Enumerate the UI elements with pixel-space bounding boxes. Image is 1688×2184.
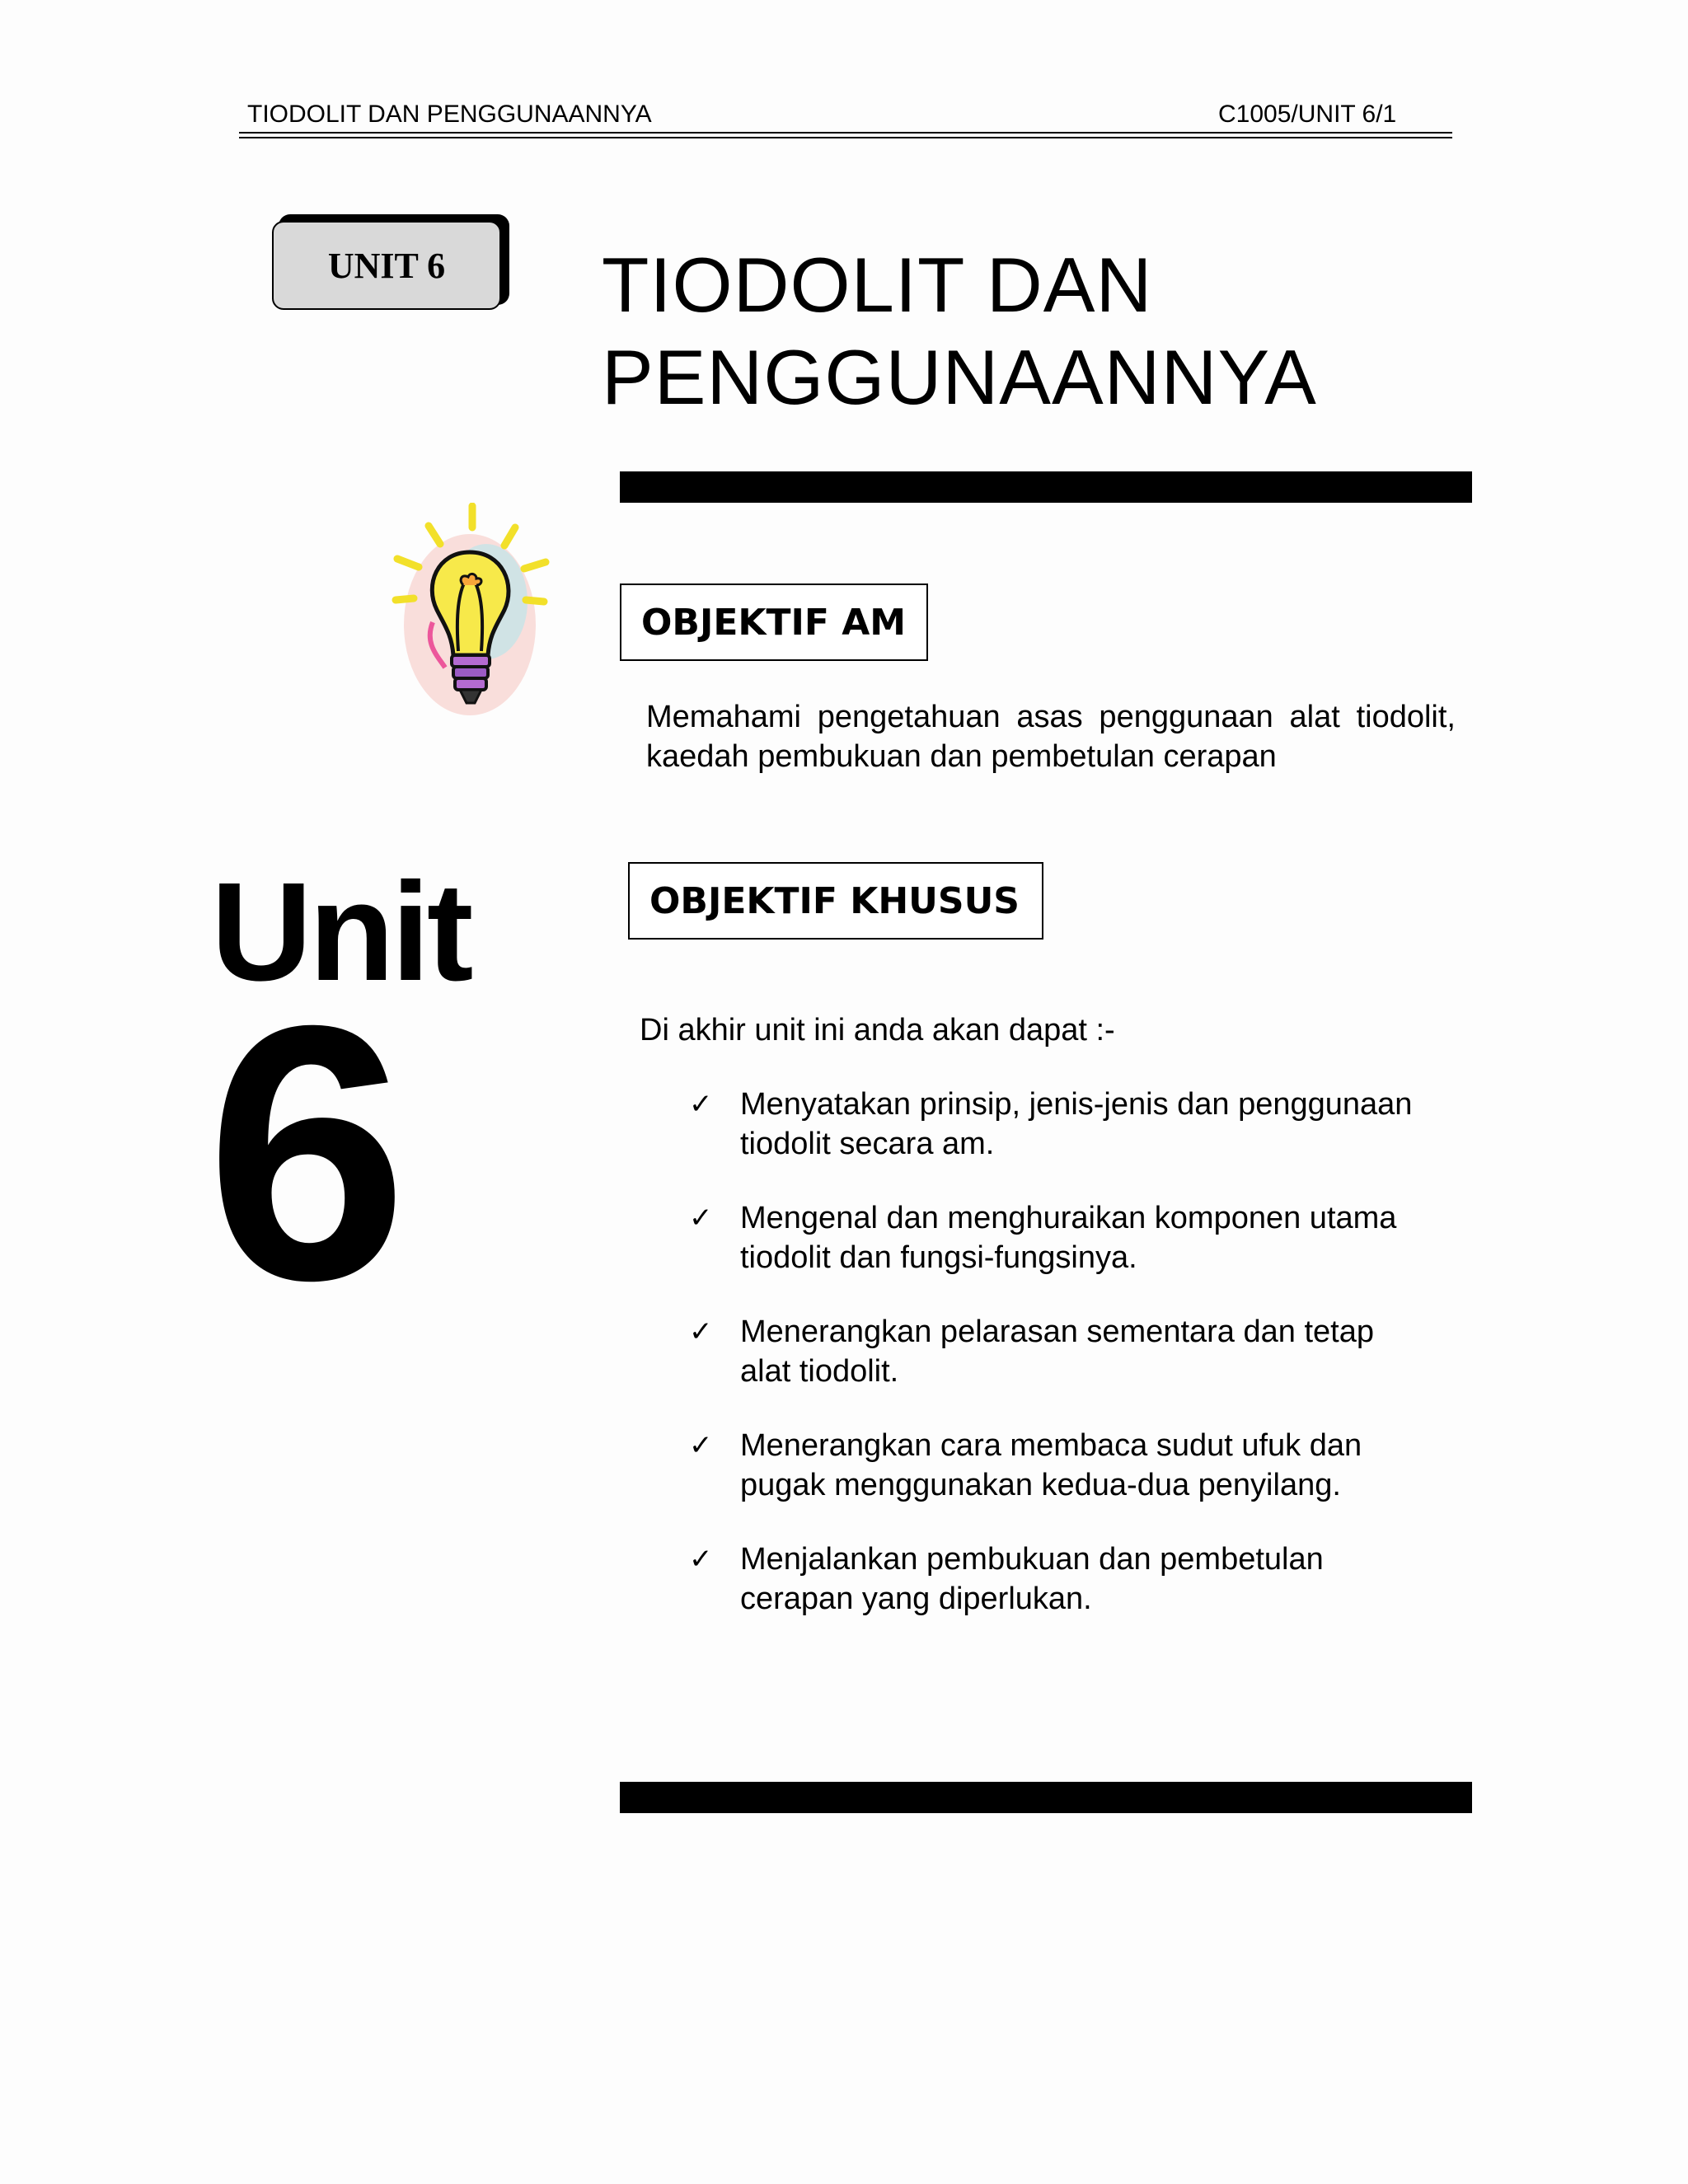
list-item-line: alat tiodolit. [740, 1354, 899, 1389]
objectives-list [689, 1085, 1472, 1653]
list-item [689, 1085, 1472, 1164]
list-item-line: Menerangkan pelarasan sementara dan tetap [740, 1315, 1374, 1349]
list-item-line: Menyatakan prinsip, jenis-jenis dan penggunaan [740, 1087, 1413, 1122]
list-item [689, 1540, 1472, 1619]
checkmark-icon: ✓ [689, 1315, 713, 1348]
list-item-line: Menjalankan pembukuan dan pembetulan [740, 1542, 1324, 1577]
list-item-line: Mengenal dan menghuraikan komponen utama [740, 1201, 1397, 1235]
list-item [689, 1426, 1472, 1505]
list-item [689, 1198, 1472, 1277]
page-title [602, 239, 1317, 424]
list-item-line: Menerangkan cara membaca sudut ufuk dan [740, 1428, 1362, 1463]
page-title-line-1: TIODOLIT DAN [602, 241, 1153, 328]
objektif-am-text: Memahami pengetahuan asas penggunaan alat tiodolit, kaedah pembukuan dan pembetulan cerapan [646, 700, 1456, 774]
checkmark-icon: ✓ [689, 1202, 713, 1235]
running-header-title: TIODOLIT DAN PENGGUNAANNYA [247, 101, 652, 128]
unit-badge: UNIT 6 [272, 221, 501, 310]
list-item-line: tiodolit dan fungsi-fungsinya. [740, 1240, 1137, 1275]
checkmark-icon: ✓ [689, 1543, 713, 1576]
objektif-am-heading: OBJEKTIF AM [620, 583, 928, 661]
unit-number: 6 [206, 951, 408, 1356]
list-item-line: pugak menggunakan kedua-dua penyilang. [740, 1468, 1341, 1502]
page-title-line-2: PENGGUNAANNYA [602, 334, 1317, 420]
objektif-khusus-heading: OBJEKTIF KHUSUS [628, 862, 1043, 940]
list-item [689, 1312, 1472, 1391]
list-item-line: tiodolit secara am. [740, 1127, 995, 1161]
running-header-page-code: C1005/UNIT 6/1 [1218, 101, 1397, 128]
header-rule [239, 137, 1452, 138]
checkmark-icon: ✓ [689, 1429, 713, 1462]
checkmark-icon: ✓ [689, 1088, 713, 1121]
top-divider-bar [620, 471, 1472, 503]
unit-label: Unit [211, 854, 471, 1010]
lightbulb-icon [387, 503, 552, 725]
list-item-line: cerapan yang diperlukan. [740, 1582, 1092, 1616]
bottom-divider-bar [620, 1782, 1472, 1813]
objektif-khusus-intro: Di akhir unit ini anda akan dapat :- [640, 1013, 1115, 1047]
header-rule [239, 132, 1452, 134]
